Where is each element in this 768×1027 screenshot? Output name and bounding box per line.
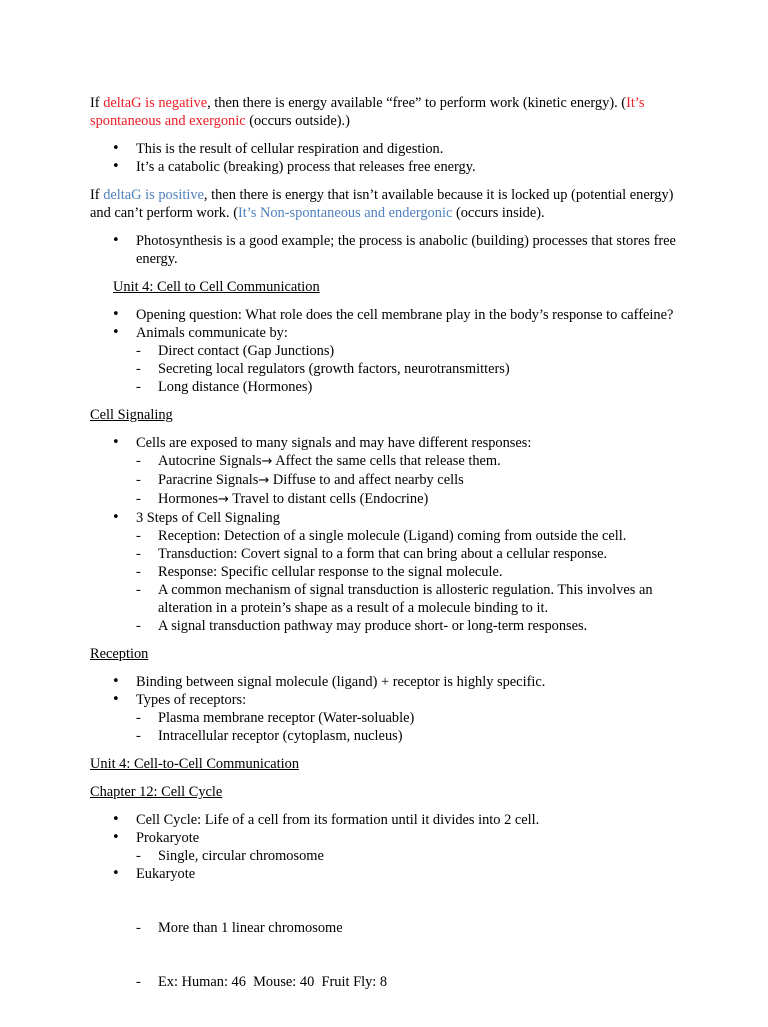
steps-sublist <box>136 527 690 635</box>
arrow-icon: → <box>217 492 229 507</box>
signal-name: Paracrine Signals <box>158 472 259 488</box>
text-if: If <box>90 187 104 203</box>
sub-item <box>136 471 690 490</box>
signal-desc: Affect the same cells that release them. <box>272 453 501 469</box>
eukaryote-bullet-list <box>90 865 690 883</box>
sub-item: - Response: Specific cellular response to the signal molecule. <box>136 563 690 581</box>
sub-item: - Direct contact (Gap Junctions) <box>136 342 690 360</box>
unit4-bullet-list <box>90 306 690 342</box>
unit4-heading: Unit 4: Cell to Cell Communication <box>113 279 320 295</box>
list-item: • Prokaryote <box>90 829 690 847</box>
sub-item: - A common mechanism of signal transduction is allosteric regulation. This involves an alteration in a protein’s shape as a result of a molecule binding to it. <box>136 581 690 617</box>
animals-sublist <box>136 342 690 396</box>
prokaryote-sublist <box>136 847 690 865</box>
sub-item: - Plasma membrane receptor (Water-soluable) <box>136 709 690 727</box>
list-item: • Cells are exposed to many signals and may have different responses: <box>90 434 690 452</box>
list-item: • Types of receptors: <box>90 691 690 709</box>
sub-item <box>136 452 690 471</box>
sub-item: - A signal transduction pathway may produce short- or long-term responses. <box>136 617 690 635</box>
deltag-positive-paragraph <box>90 186 690 222</box>
sub-item <box>136 490 690 509</box>
list-item: • This is the result of cellular respiration and digestion. <box>90 140 690 158</box>
receptor-types-sublist <box>136 709 690 745</box>
cell-signaling-bullet-list <box>90 434 690 452</box>
eukaryote-sublist <box>136 883 690 1027</box>
arrow-icon: → <box>258 473 270 488</box>
deltag-negative-term: deltaG is negative <box>103 95 208 111</box>
list-item: • It’s a catabolic (breaking) process that releases free energy. <box>90 158 690 176</box>
list-item: • Photosynthesis is a good example; the process is anabolic (building) processes that stores free energy. <box>90 232 690 268</box>
text-if: If <box>90 95 104 111</box>
reception-heading: Reception <box>90 646 149 662</box>
sub-item: - More than 1 linear chromosome <box>136 919 690 937</box>
steps-bullet-list <box>90 509 690 527</box>
positive-bullet-list <box>90 232 690 268</box>
document-page <box>90 94 690 1027</box>
signal-desc: Travel to distant cells (Endocrine) <box>228 491 429 507</box>
list-item: • Cell Cycle: Life of a cell from its formation until it divides into 2 cell. <box>90 811 690 829</box>
deltag-negative-text: , then there is energy available “free” to perform work (kinetic energy). ( <box>207 95 627 111</box>
sub-item: - Long distance (Hormones) <box>136 378 690 396</box>
unit4-heading-2: Unit 4: Cell-to-Cell Communication <box>90 756 300 772</box>
deltag-positive-term: deltaG is positive <box>103 187 204 203</box>
signal-name: Hormones <box>158 491 218 507</box>
deltag-positive-end: (occurs inside). <box>452 205 545 221</box>
signals-sublist <box>136 452 690 509</box>
list-item: • Eukaryote <box>90 865 690 883</box>
list-item: • Binding between signal molecule (ligand) + receptor is highly specific. <box>90 673 690 691</box>
list-item <box>90 324 690 342</box>
sub-item: - Reception: Detection of a single molecule (Ligand) coming from outside the cell. <box>136 527 690 545</box>
deltag-negative-paragraph <box>90 94 690 130</box>
arrow-icon: → <box>261 454 273 469</box>
list-item: • 3 Steps of Cell Signaling <box>90 509 690 527</box>
signal-desc: Diffuse to and affect nearby cells <box>269 472 464 488</box>
signal-name: Autocrine Signals <box>158 453 262 469</box>
chapter12-heading: Chapter 12: Cell Cycle <box>90 784 223 800</box>
deltag-positive-note: It’s Non-spontaneous and endergonic <box>237 205 453 221</box>
sub-item: - Transduction: Covert signal to a form that can bring about a cellular response. <box>136 545 690 563</box>
sub-item: - Secreting local regulators (growth factors, neurotransmitters) <box>136 360 690 378</box>
list-item: • Opening question: What role does the cell membrane play in the body’s response to caffeine? <box>90 306 690 324</box>
negative-bullet-list <box>90 140 690 176</box>
animals-label: Animals communicate by: <box>136 325 288 341</box>
deltag-negative-end: (occurs outside).) <box>245 113 350 129</box>
deltag-negative-note: It’s spontaneous and exergonic <box>90 95 645 129</box>
sub-item: - Single, circular chromosome <box>136 847 690 865</box>
cell-cycle-bullet-list <box>90 811 690 847</box>
sub-item: - Ex: Human: 46 Mouse: 40 Fruit Fly: 8 <box>136 973 690 991</box>
sub-item: - Intracellular receptor (cytoplasm, nucleus) <box>136 727 690 745</box>
deltag-positive-text: , then there is energy that isn’t available because it is locked up (potential energy) and can’t perform work. ( <box>90 187 674 221</box>
reception-bullet-list <box>90 673 690 709</box>
cell-signaling-heading: Cell Signaling <box>90 407 173 423</box>
